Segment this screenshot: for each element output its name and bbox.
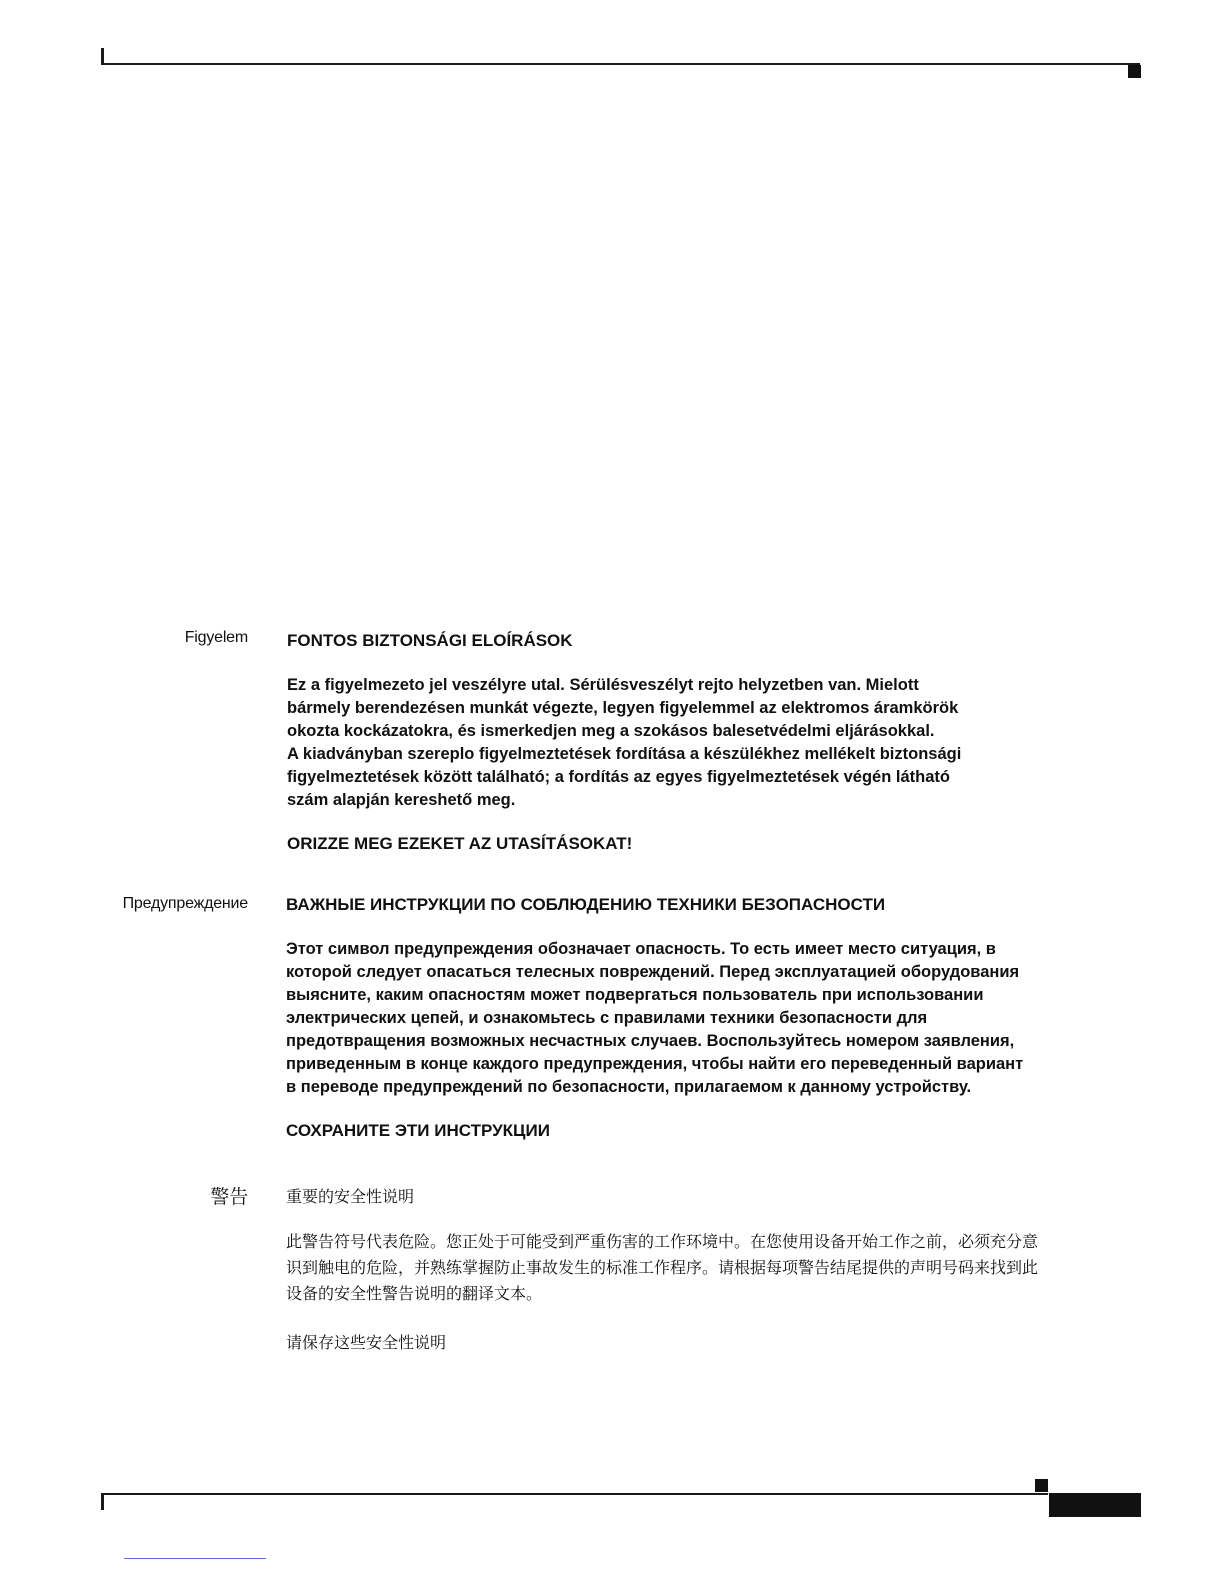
warning-footer: СОХРАНИТЕ ЭТИ ИНСТРУКЦИИ bbox=[286, 1121, 550, 1140]
warning-body bbox=[286, 938, 1136, 1099]
body-line: figyelmeztetések között található; a fordítás az egyes figyelmeztetések végén látható bbox=[287, 768, 950, 786]
header-rule bbox=[102, 63, 1140, 65]
body-line: okozta kockázatokra, és ismerkedjen meg a szokásos balesetvédelmi eljárásokkal. bbox=[287, 722, 935, 740]
page-number-tab bbox=[1049, 1493, 1141, 1517]
warning-label-chinese: 警告 bbox=[210, 1187, 248, 1208]
body-line: 设备的安全性警告说明的翻译文本。 bbox=[286, 1286, 543, 1303]
warning-body bbox=[286, 1230, 1136, 1308]
body-line: bármely berendezésen munkát végezte, legyen figyelemmel az elektromos áramkörök bbox=[287, 699, 959, 717]
warning-heading: FONTOS BIZTONSÁGI ELOÍRÁSOK bbox=[287, 631, 573, 650]
footer-crop-mark bbox=[101, 1493, 104, 1510]
body-line: электрических цепей, и ознакомьтесь с правилами техники безопасности для bbox=[286, 1009, 928, 1027]
warning-heading: ВАЖНЫЕ ИНСТРУКЦИИ ПО СОБЛЮДЕНИЮ ТЕХНИКИ БЕЗОПАСНОСТИ bbox=[286, 895, 886, 914]
warning-label-russian: Предупреждение bbox=[122, 895, 248, 912]
footer-corner-marker bbox=[1035, 1479, 1048, 1492]
body-line: выясните, каким опасностям может подвергаться пользователь при использовании bbox=[286, 986, 984, 1004]
warning-footer: 请保存这些安全性说明 bbox=[286, 1335, 447, 1352]
header-corner-marker bbox=[1128, 65, 1141, 78]
body-line: 此警告符号代表危险。您正处于可能受到严重伤害的工作环境中。在您使用设备开始工作之前，必须充分意 bbox=[286, 1234, 1039, 1251]
body-line: в переводе предупреждений по безопасности, прилагаемом к данному устройству. bbox=[286, 1078, 972, 1096]
body-line: предотвращения возможных несчастных случаев. Воспользуйтесь номером заявления, bbox=[286, 1032, 1015, 1050]
body-line: A kiadványban szereplo figyelmeztetések fordítása a készülékhez mellékelt biztonsági bbox=[287, 745, 962, 763]
footer-link-underline[interactable] bbox=[124, 1558, 266, 1559]
body-line: 识到触电的危险，并熟练掌握防止事故发生的标准工作程序。请根据每项警告结尾提供的声明号码来找到此 bbox=[286, 1260, 1039, 1277]
body-line: Этот символ предупреждения обозначает опасность. То есть имеет место ситуация, в bbox=[286, 940, 996, 958]
warning-body bbox=[287, 674, 1137, 812]
body-line: Ez a figyelmezeto jel veszélyre utal. Sérülésveszélyt rejto helyzetben van. Mielott bbox=[287, 676, 919, 694]
warning-footer: ORIZZE MEG EZEKET AZ UTASÍTÁSOKAT! bbox=[287, 834, 633, 853]
footer-rule bbox=[102, 1493, 1048, 1495]
body-line: приведенным в конце каждого предупреждения, чтобы найти его переведенный вариант bbox=[286, 1055, 1024, 1073]
warning-content-chinese bbox=[286, 1184, 1136, 1353]
warning-content-hungarian bbox=[287, 631, 1137, 854]
warning-content-russian bbox=[286, 895, 1136, 1141]
warning-heading: 重要的安全性说明 bbox=[286, 1189, 415, 1206]
body-line: szám alapján kereshető meg. bbox=[287, 791, 516, 809]
warning-label-hungarian: Figyelem bbox=[184, 629, 248, 646]
body-line: которой следует опасаться телесных повреждений. Перед эксплуатацией оборудования bbox=[286, 963, 1020, 981]
